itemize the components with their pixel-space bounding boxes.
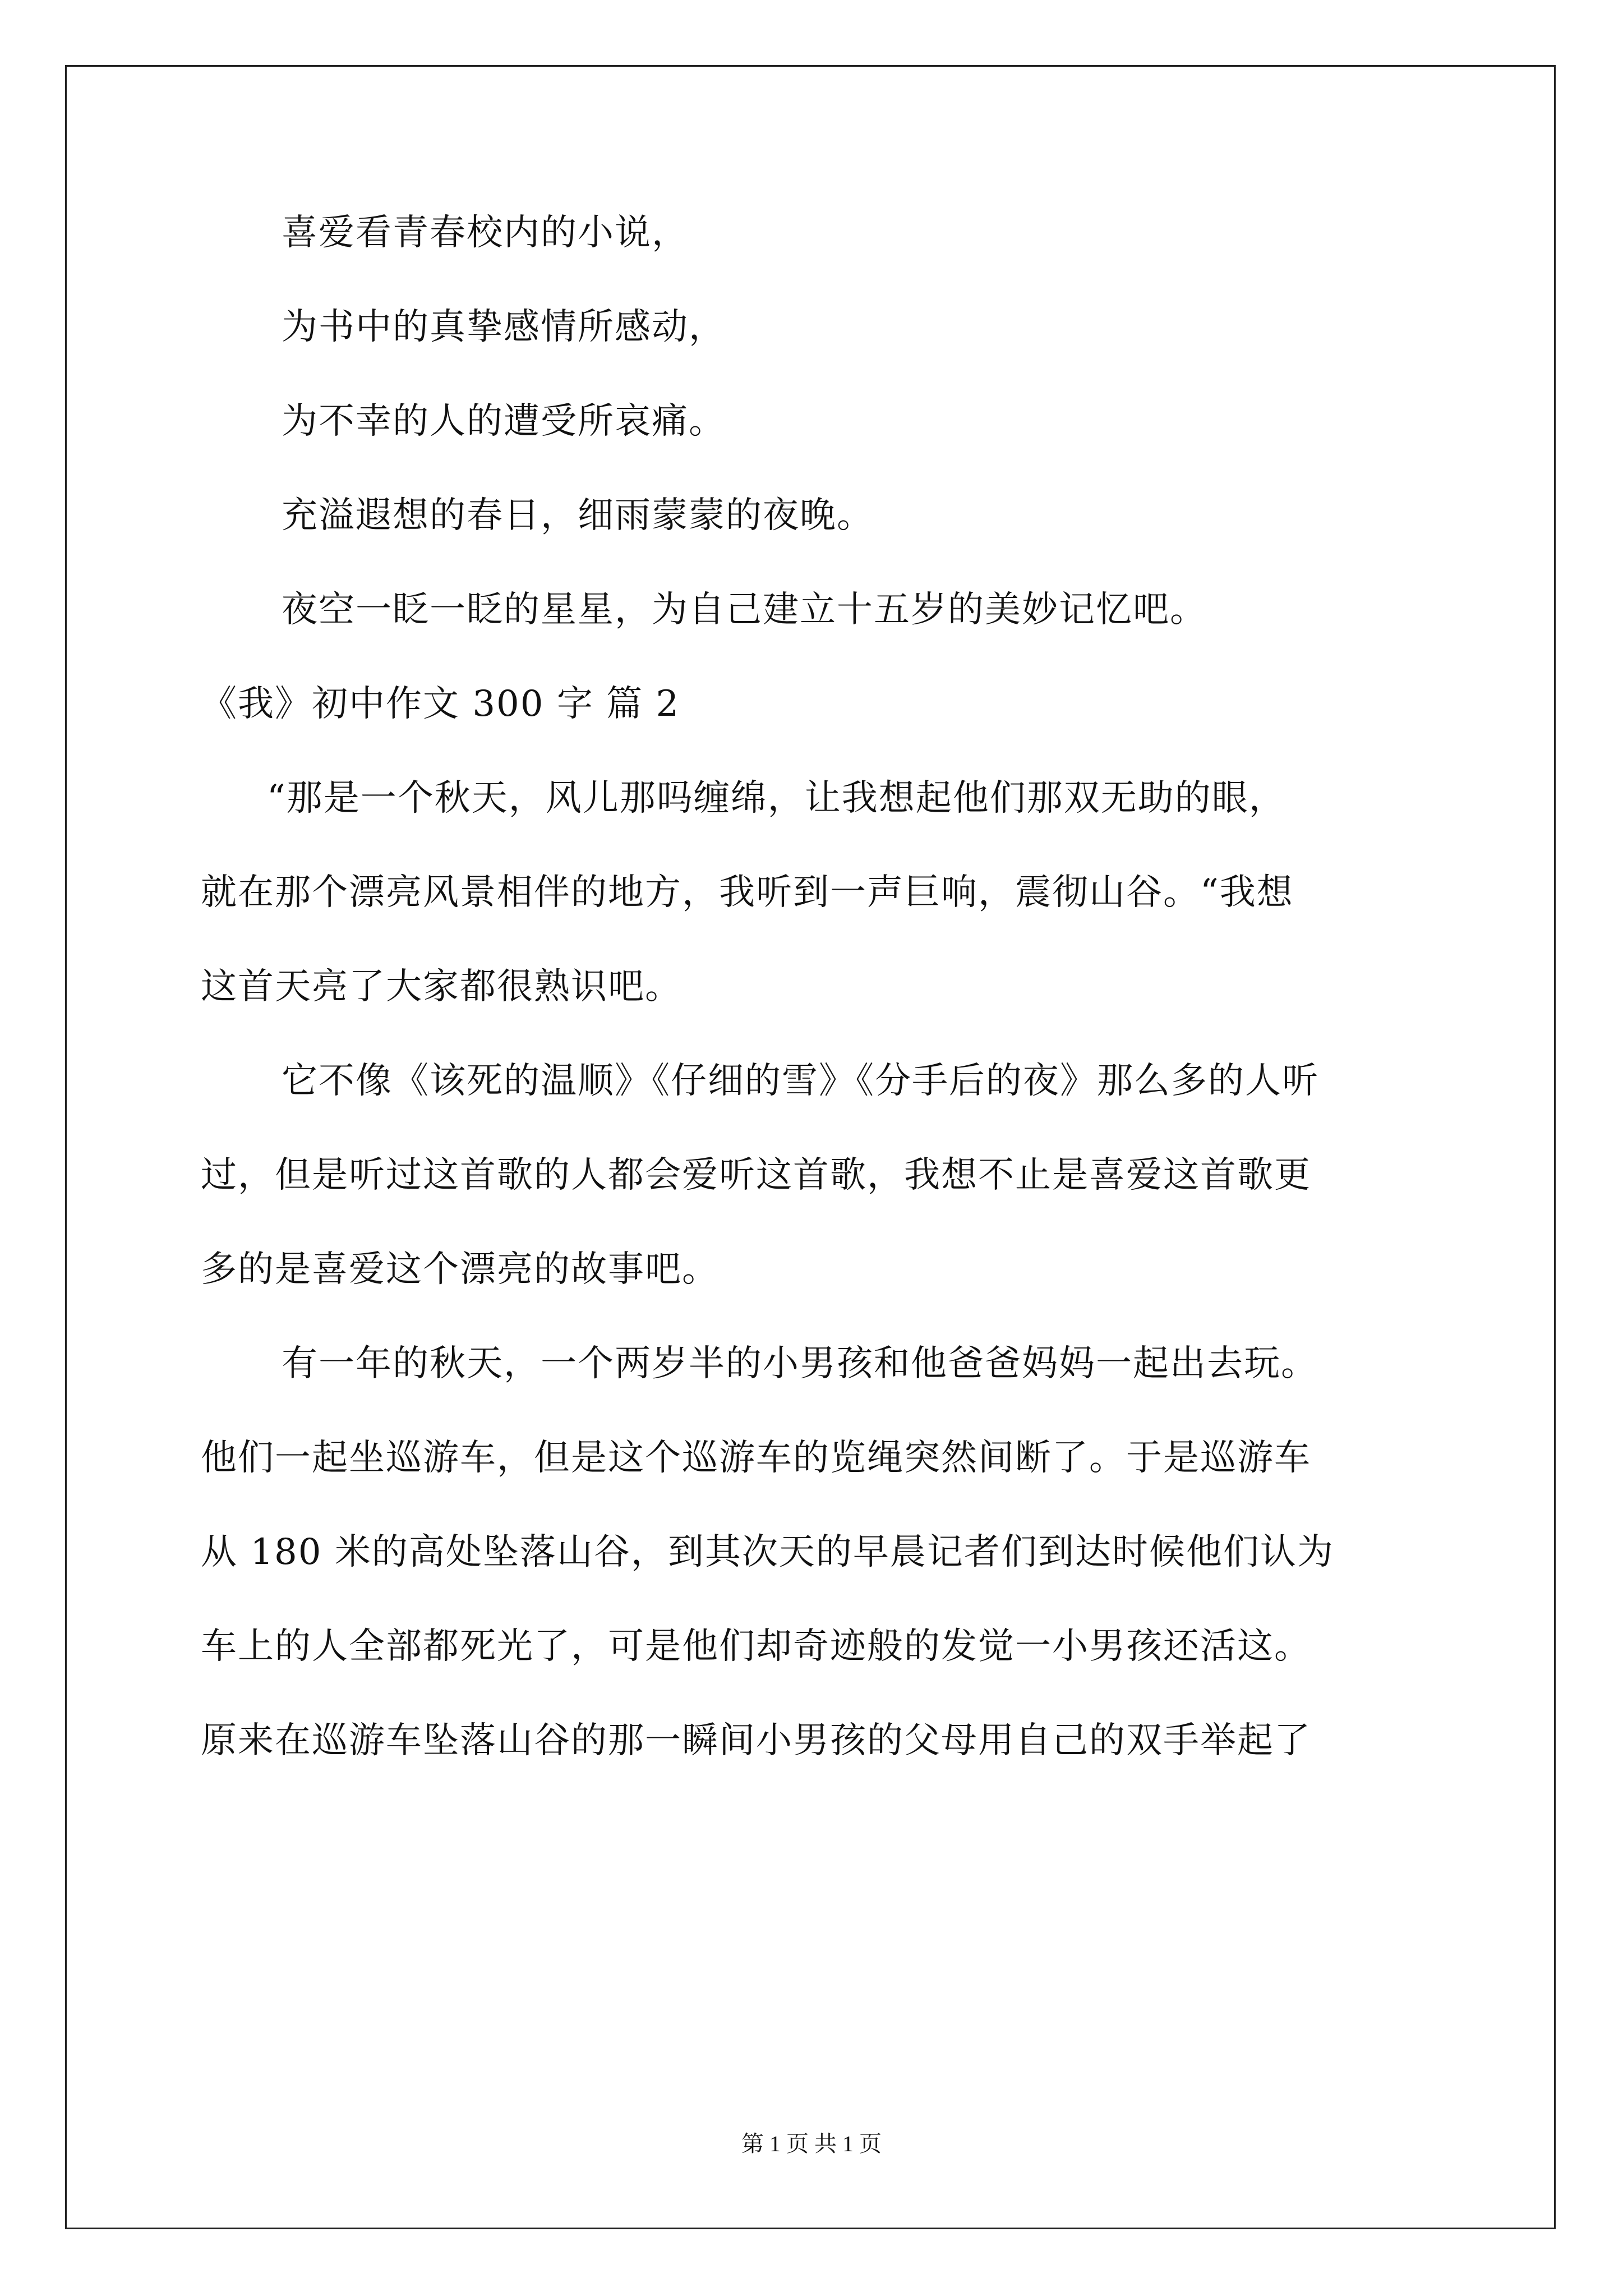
text-line: 这首天亮了大家都很熟识吧。 xyxy=(201,966,682,1007)
text-line: 有一年的秋天，一个两岁半的小男孩和他爸爸妈妈一起出去玩。 xyxy=(282,1343,1318,1384)
text-line: “那是一个秋天，风儿那吗缠绵，让我想起他们那双无助的眼， xyxy=(267,777,1286,819)
text-line: 他们一起坐巡游车，但是这个巡游车的览绳突然间断了。于是巡游车 xyxy=(201,1437,1311,1479)
text-line: 为不幸的人的遭受所哀痛。 xyxy=(282,401,726,442)
text-line: 夜空一眨一眨的星星，为自己建立十五岁的美妙记忆吧。 xyxy=(282,589,1207,631)
text-line: 过，但是听过这首歌的人都会爱听这首歌，我想不止是喜爱这首歌更 xyxy=(201,1154,1311,1196)
section-heading: 《我》初中作文 300 字 篇 2 xyxy=(201,683,680,725)
text-line: 它不像《该死的温顺》《仔细的雪》《分手后的夜》那么多的人听 xyxy=(282,1060,1319,1102)
text-line: 原来在巡游车坠落山谷的那一瞬间小男孩的父母用自己的双手举起了 xyxy=(201,1720,1311,1761)
text-line: 为书中的真挚感情所感动， xyxy=(282,306,726,348)
text-line: 喜爱看青春校内的小说， xyxy=(282,212,689,254)
text-line: 就在那个漂亮风景相伴的地方，我听到一声巨响，震彻山谷。“我想 xyxy=(201,872,1294,913)
text-line: 从 180 米的高处坠落山谷，到其次天的早晨记者们到达时候他们认为 xyxy=(201,1531,1334,1573)
page-number-footer: 第 1 页 共 1 页 xyxy=(741,2131,882,2156)
text-line: 充溢遐想的春日，细雨蒙蒙的夜晚。 xyxy=(282,495,874,536)
text-line: 车上的人全部都死光了，可是他们却奇迹般的发觉一小男孩还活这。 xyxy=(201,1626,1311,1667)
text-line: 多的是喜爱这个漂亮的故事吧。 xyxy=(201,1249,719,1290)
page-border xyxy=(65,65,1556,2229)
